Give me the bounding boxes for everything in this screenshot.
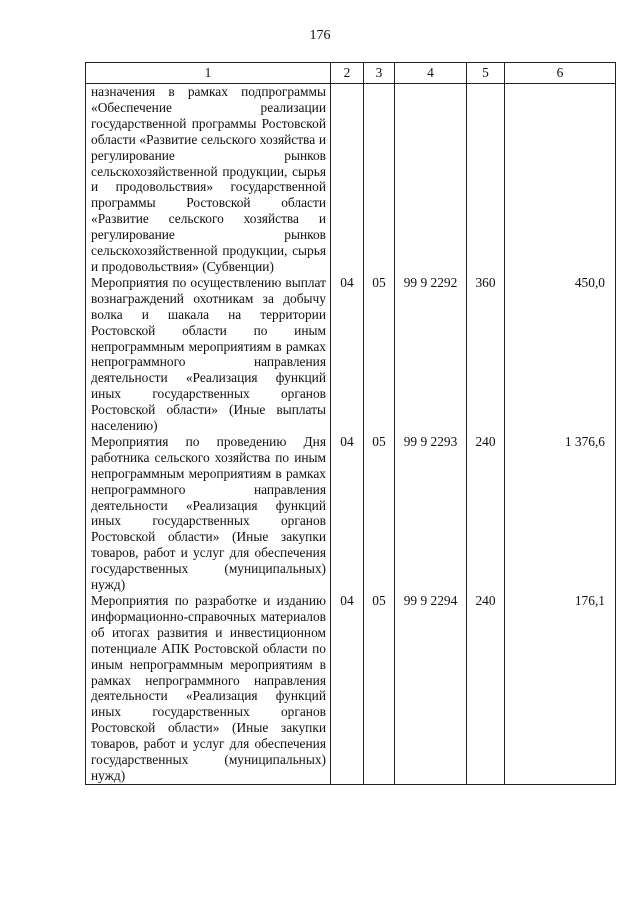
row-amount [505, 84, 616, 275]
row-name: Мероприятия по осуществлению выплат вознаграждений охотникам за добычу волка и шакала на территории Ростовской области по иным непрограммным мероприятиям в рамках непрограммного направления деятельности «Реализация функций иных государственных органов Ростовской области» (Иные выплаты населению) [86, 275, 331, 434]
row-section: 04 [331, 275, 364, 434]
header-col-4: 4 [395, 63, 467, 84]
row-subsection: 05 [364, 593, 395, 784]
table-header [86, 63, 616, 84]
row-expense-type: 360 [467, 275, 505, 434]
row-target-code: 99 9 2293 [395, 434, 467, 593]
header-col-3: 3 [364, 63, 395, 84]
row-name: назначения в рамках подпрограммы «Обеспечение реализации государственной программы Ростовской области «Развитие сельского хозяйства и регулирование рынков сельскохозяйственной продукции, сырья и продовольствия» государственной программы Ростовской области «Развитие сельского хозяйства и регулирование рынков сельскохозяйственной продукции, сырья и продовольствия» (Субвенции) [86, 84, 331, 275]
header-col-2: 2 [331, 63, 364, 84]
page-number: 176 [309, 28, 331, 43]
row-name: Мероприятия по проведению Дня работника сельского хозяйства по иным непрограммным мероприятиям в рамках непрограммного направления деятельности «Реализация функций иных государственных органов Ростовской области» (Иные закупки товаров, работ и услуг для обеспечения государственных (муниципальных) нужд) [86, 434, 331, 593]
row-name: Мероприятия по разработке и изданию информационно-справочных материалов об итогах развития и инвестиционном потенциале АПК Ростовской области по иным непрограммным мероприятиям в рамках непрограммного направления деятельности «Реализация функций иных государственных органов Ростовской области» (Иные закупки товаров, работ и услуг для обеспечения государственных (муниципальных) нужд) [86, 593, 331, 784]
row-target-code [395, 84, 467, 275]
row-section [331, 84, 364, 275]
table-row [86, 84, 616, 275]
table-row [86, 593, 616, 784]
row-section: 04 [331, 434, 364, 593]
row-subsection [364, 84, 395, 275]
row-subsection: 05 [364, 275, 395, 434]
row-expense-type: 240 [467, 434, 505, 593]
row-target-code: 99 9 2294 [395, 593, 467, 784]
row-target-code: 99 9 2292 [395, 275, 467, 434]
row-amount: 450,0 [505, 275, 616, 434]
header-col-5: 5 [467, 63, 505, 84]
table-row [86, 434, 616, 593]
row-subsection: 05 [364, 434, 395, 593]
header-row [86, 63, 616, 84]
row-expense-type: 240 [467, 593, 505, 784]
table-row [86, 275, 616, 434]
row-expense-type [467, 84, 505, 275]
budget-table [85, 62, 616, 785]
row-amount: 176,1 [505, 593, 616, 784]
row-section: 04 [331, 593, 364, 784]
header-col-6: 6 [505, 63, 616, 84]
row-amount: 1 376,6 [505, 434, 616, 593]
table-body [86, 84, 616, 785]
header-col-1: 1 [86, 63, 331, 84]
